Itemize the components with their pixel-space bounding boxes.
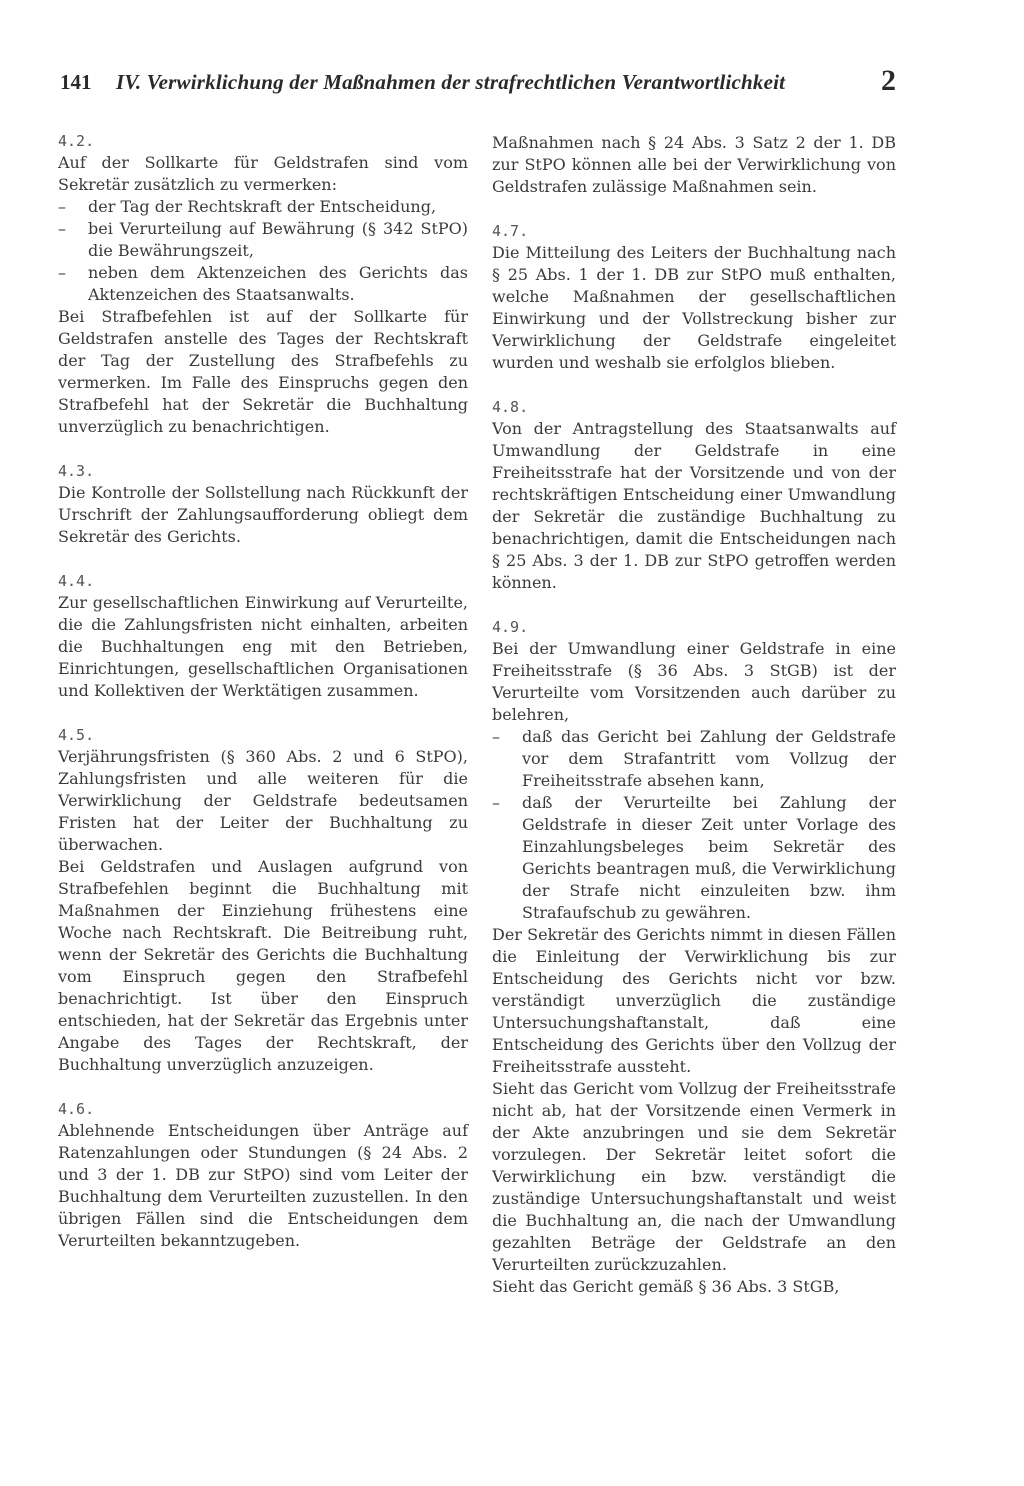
paragraph: Von der Antragstellung des Staatsanwalts auf Umwandlung der Geldstrafe in eine Freiheitsstrafe hat der Vorsitzende und von der rechtskräftigen Entscheidung einer Umwandlung der Sekretär die zuständige Buchhaltung zu benachrichtigen, damit die Entscheidungen nach § 25 Abs. 3 der 1. DB zur StPO getroffen werden können. <box>492 419 896 592</box>
paragraph: Zur gesellschaftlichen Einwirkung auf Verurteilte, die die Zahlungsfristen nicht einhalten, arbeiten die Buchhaltungen eng mit den Betrieben, Einrichtungen, gesellschaftlichen Organisationen und Kollektiven der Werktätigen zusammen. <box>58 593 468 700</box>
paragraph: Die Kontrolle der Sollstellung nach Rückkunft der Urschrift der Zahlungsaufforderung obliegt dem Sekretär des Gerichts. <box>58 483 468 546</box>
section-number: 4.3. <box>58 462 95 480</box>
list-item <box>58 262 468 306</box>
chapter-number: 2 <box>881 64 896 97</box>
paragraph: Der Sekretär des Gerichts nimmt in diesen Fällen die Einleitung der Verwirklichung bis zur Entscheidung des Gerichts nicht vor bzw. verständigt unverzüglich die zuständige Untersuchungshaftanstalt, daß eine Entscheidung des Gerichts über den Vollzug der Freiheitsstrafe aussteht. <box>492 925 896 1076</box>
section-number: 4.5. <box>58 726 95 744</box>
paragraph: Bei Geldstrafen und Auslagen aufgrund von Strafbefehlen beginnt die Buchhaltung mit Maßnahmen der Einziehung frühestens eine Woche nach Rechtskraft. Die Beitreibung ruht, wenn der Sekretär des Gerichts die Buchhaltung vom Einspruch gegen den Strafbefehl benachrichtigt. Ist über den Einspruch entschieden, hat der Sekretär das Ergebnis unter Angabe des Tages der Rechtskraft, der Buchhaltung unverzüglich anzuzeigen. <box>58 857 468 1074</box>
section-intro: Auf der Sollkarte für Geldstrafen sind vom Sekretär zusätzlich zu vermerken: <box>58 153 468 194</box>
list-item-text: der Tag der Rechtskraft der Entscheidung, <box>88 197 437 216</box>
list-item-text: daß der Verurteilte bei Zahlung der Geldstrafe in dieser Zeit unter Vorlage des Einzahlungsbeleges beim Sekretär des Gerichts beantragen muß, die Verwirklichung der Strafe nicht einzuleiten bzw. ihm Strafaufschub zu gewähren. <box>522 793 896 922</box>
dash-bullet: – <box>58 219 66 238</box>
running-title: IV. Verwirklichung der Maßnahmen der strafrechtlichen Verantwortlichkeit <box>116 70 786 94</box>
section-number: 4.2. <box>58 132 95 150</box>
section-4-2 <box>58 130 468 438</box>
section-number: 4.4. <box>58 572 95 590</box>
paragraph: Sieht das Gericht gemäß § 36 Abs. 3 StGB, <box>492 1277 840 1296</box>
section-number: 4.9. <box>492 618 529 636</box>
paragraph: Ablehnende Entscheidungen über Anträge auf Ratenzahlungen oder Stundungen (§ 24 Abs. 2 und 3 der 1. DB zur StPO) sind vom Leiter der Buchhaltung dem Verurteilten zuzustellen. In den übrigen Fällen sind die Entscheidungen dem Verurteilten bekanntzugeben. <box>58 1121 468 1250</box>
section-number: 4.6. <box>58 1100 95 1118</box>
continuation <box>492 132 896 198</box>
paragraph: Maßnahmen nach § 24 Abs. 3 Satz 2 der 1. DB zur StPO können alle bei der Verwirklichung von Geldstrafen zulässige Maßnahmen sein. <box>492 133 896 196</box>
left-column <box>58 130 468 1274</box>
page-number: 141 <box>60 70 92 94</box>
page-header <box>60 64 896 102</box>
list-item-text: neben dem Aktenzeichen des Gerichts das Aktenzeichen des Staatsanwalts. <box>88 263 468 304</box>
list-item <box>492 726 896 792</box>
list-item <box>58 196 468 218</box>
list-item <box>58 218 468 262</box>
section-4-6 <box>58 1098 468 1252</box>
paragraph: Die Mitteilung des Leiters der Buchhaltung nach § 25 Abs. 1 der 1. DB zur StPO muß enthalten, welche Maßnahmen der gesellschaftlichen Einwirkung und der Vollstreckung bisher zur Verwirklichung der Geldstrafe eingeleitet wurden und weshalb sie erfolglos blieben. <box>492 243 896 372</box>
section-4-7 <box>492 220 896 374</box>
section-number: 4.7. <box>492 222 529 240</box>
section-4-4 <box>58 570 468 702</box>
section-4-8 <box>492 396 896 594</box>
section-intro: Bei der Umwandlung einer Geldstrafe in eine Freiheitsstrafe (§ 36 Abs. 3 StGB) ist der Verurteilte vom Vorsitzenden auch darüber zu belehren, <box>492 639 896 724</box>
list-item-text: bei Verurteilung auf Bewährung (§ 342 StPO) die Bewährungszeit, <box>88 219 468 260</box>
paragraph: Bei Strafbefehlen ist auf der Sollkarte für Geldstrafen anstelle des Tages der Rechtskraft der Tag der Zustellung des Strafbefehls zu vermerken. Im Falle des Einspruchs gegen den Strafbefehl hat der Sekretär die Buchhaltung unverzüglich zu benachrichtigen. <box>58 307 468 436</box>
section-4-9 <box>492 616 896 1298</box>
paragraph: Verjährungsfristen (§ 360 Abs. 2 und 6 StPO), Zahlungsfristen und alle weiteren für die Verwirklichung der Geldstrafe bedeutsamen Fristen hat der Leiter der Buchhaltung zu überwachen. <box>58 747 468 854</box>
dash-bullet: – <box>492 793 500 812</box>
list-item-text: daß das Gericht bei Zahlung der Geldstrafe vor dem Strafantritt vom Vollzug der Freiheitsstrafe absehen kann, <box>522 727 896 790</box>
section-4-5 <box>58 724 468 1076</box>
dash-bullet: – <box>58 197 66 216</box>
paragraph: Sieht das Gericht vom Vollzug der Freiheitsstrafe nicht ab, hat der Vorsitzende einen Vermerk in der Akte anzubringen und sie dem Sekretär vorzulegen. Der Sekretär leitet sofort die Verwirklichung ein bzw. verständigt die zuständige Untersuchungshaftanstalt und weist die Buchhaltung an, die nach der Umwandlung gezahlten Beträge der Geldstrafe an den Verurteilten zurückzuzahlen. <box>492 1079 896 1274</box>
dash-bullet: – <box>492 727 500 746</box>
right-column <box>492 132 896 1320</box>
section-4-3 <box>58 460 468 548</box>
list-item <box>492 792 896 924</box>
dash-bullet: – <box>58 263 66 282</box>
section-number: 4.8. <box>492 398 529 416</box>
